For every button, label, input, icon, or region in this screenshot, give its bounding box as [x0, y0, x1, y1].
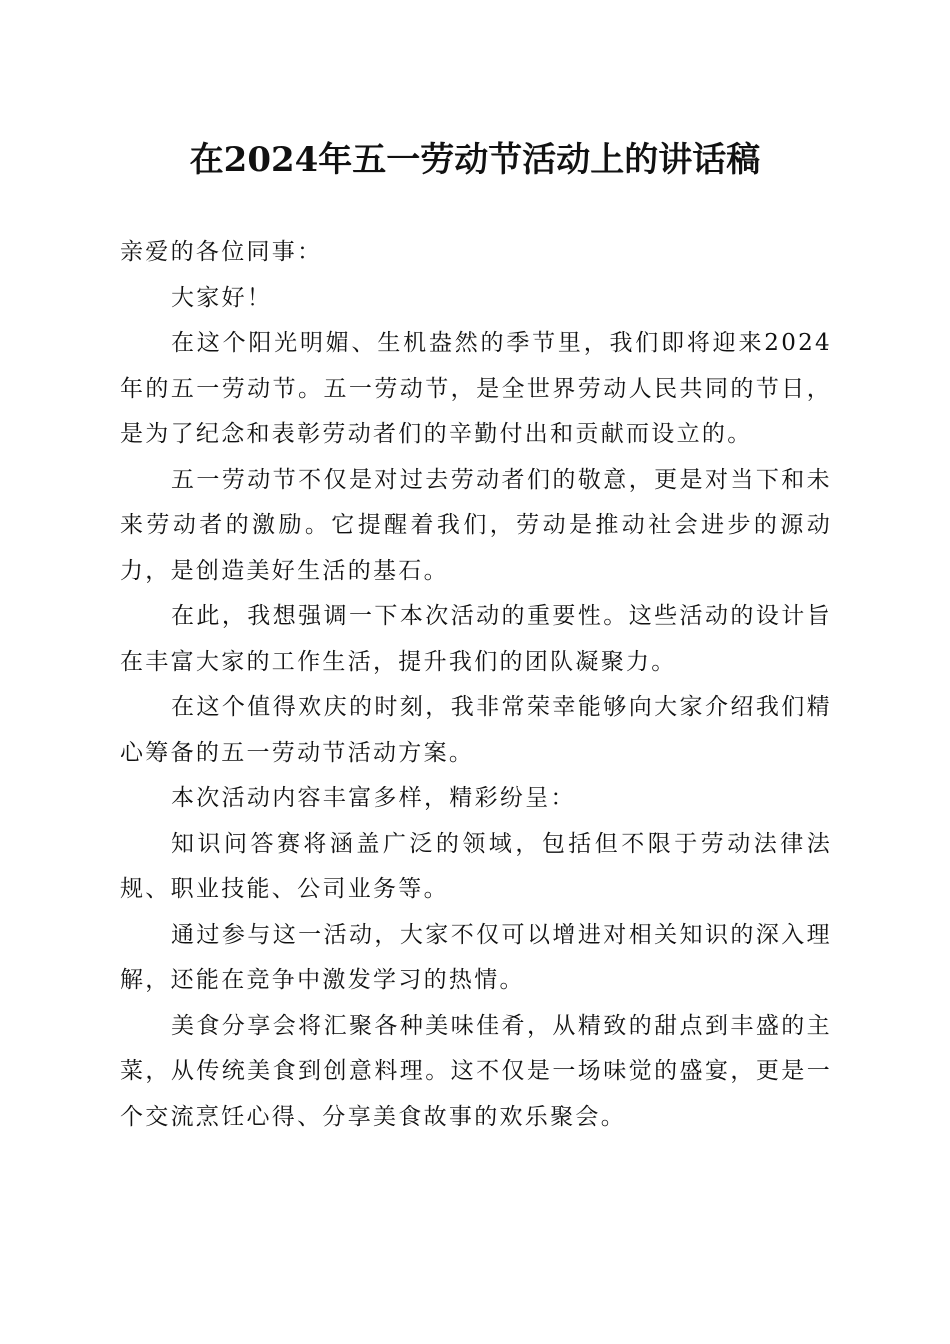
paragraph-meaning: 五一劳动节不仅是对过去劳动者们的敬意，更是对当下和未来劳动者的激励。它提醒着我们，劳动是推动社会进步的源动力，是创造美好生活的基石。	[120, 466, 832, 584]
salutation: 亲爱的各位同事：	[120, 239, 323, 265]
paragraph-quiz: 知识问答赛将涵盖广泛的领域，包括但不限于劳动法律法规、职业技能、公司业务等。	[120, 830, 832, 902]
document-body	[120, 230, 832, 1140]
paragraph-food-sharing: 美食分享会将汇聚各种美味佳肴，从精致的甜点到丰盛的主菜，从传统美食到创意料理。这不仅是一场味觉的盛宴，更是一个交流烹饪心得、分享美食故事的欢乐聚会。	[120, 1012, 832, 1130]
paragraph-greeting: 大家好！	[171, 284, 273, 311]
paragraph-importance: 在此，我想强调一下本次活动的重要性。这些活动的设计旨在丰富大家的工作生活，提升我们的团队凝聚力。	[120, 603, 832, 675]
document-title: 在2024年五一劳动节活动上的讲话稿	[189, 140, 761, 180]
paragraph-intro: 在这个阳光明媚、生机盎然的季节里，我们即将迎来2024年的五一劳动节。五一劳动节，是全世界劳动人民共同的节日，是为了纪念和表彰劳动者们的辛勤付出和贡献而设立的。	[120, 330, 832, 447]
paragraph-quiz-benefit: 通过参与这一活动，大家不仅可以增进对相关知识的深入理解，还能在竞争中激发学习的热情。	[120, 921, 832, 993]
paragraph-plan-intro: 在这个值得欢庆的时刻，我非常荣幸能够向大家介绍我们精心筹备的五一劳动节活动方案。	[120, 694, 832, 766]
paragraph-activities: 本次活动内容丰富多样，精彩纷呈：	[171, 785, 576, 811]
